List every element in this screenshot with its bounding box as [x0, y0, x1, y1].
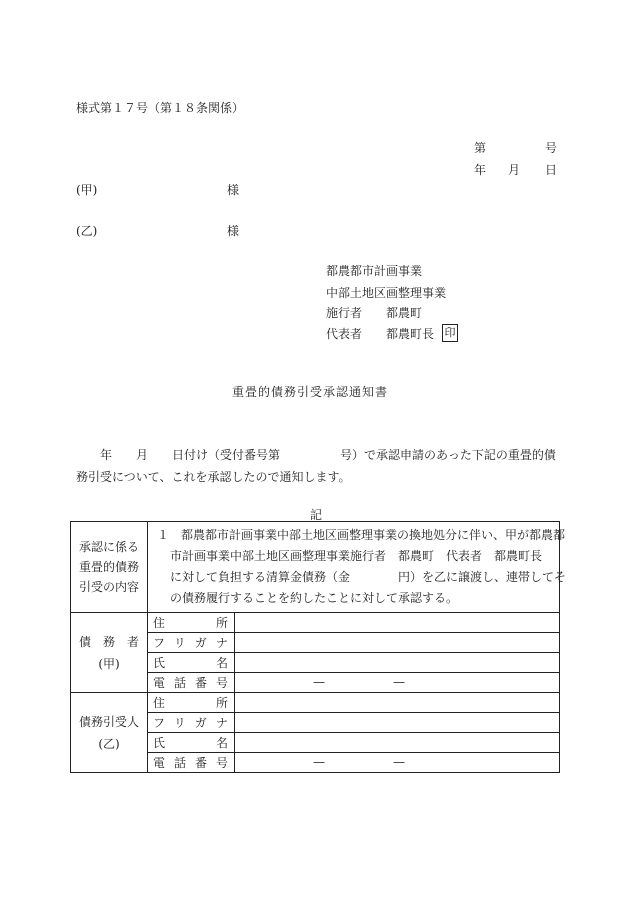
notice-body-line: 務引受について、これを承認したので通知します。 — [76, 470, 351, 484]
debtor-furigana-field[interactable] — [235, 633, 560, 653]
content-header-line: 引受の内容 — [78, 580, 139, 594]
notice-body-line: 年 月 日付け（受付番号第 号）で承認申請のあった下記の重畳的債 — [76, 448, 556, 462]
content-line: の債務履行することを約したことに対して承認する。 — [170, 591, 459, 605]
date-month-label: 月 — [508, 163, 521, 177]
representative-value: 都農町長 — [386, 327, 435, 341]
debtor-sub: (甲) — [98, 656, 120, 671]
debtor-name-label: 氏名 — [148, 653, 235, 673]
assignee-name-field[interactable] — [235, 733, 560, 753]
form-number: 様式第１７号（第１８条関係） — [76, 101, 245, 115]
assignee-name-label: 氏名 — [148, 733, 235, 753]
implementer-label: 施行者 — [326, 306, 363, 320]
content-line: １ 都農都市計画事業中部土地区画整理事業の換地処分に伴い、甲が都農都 — [157, 528, 566, 542]
assignee-address-label: 住所 — [148, 693, 235, 713]
ki-heading: 記 — [310, 508, 323, 522]
debtor-header — [71, 613, 148, 693]
content-line: 市計画事業中部土地区画整理事業施行者 都農町 代表者 都農町長 — [170, 549, 543, 563]
debtor-address-label: 住所 — [148, 613, 235, 633]
debtor-phone-field[interactable] — [235, 673, 560, 693]
assignee-address-field[interactable] — [235, 693, 560, 713]
assignee-label: 債務引受人 — [78, 714, 139, 729]
date-day-label: 日 — [545, 163, 558, 177]
representative-label: 代表者 — [326, 327, 363, 341]
addressee-a-label: (甲) — [76, 183, 98, 197]
notice-body — [76, 444, 562, 488]
assignee-furigana-field[interactable] — [235, 713, 560, 733]
implementer-value: 都農町 — [386, 306, 423, 320]
content-header-line: 承認に係る — [78, 540, 139, 554]
phone-dash: — — [393, 755, 405, 769]
seal-stamp: 印 — [442, 324, 458, 342]
document-number-prefix: 第 — [474, 141, 487, 155]
assignee-furigana-label: フリガナ — [148, 713, 235, 733]
phone-dash: — — [313, 755, 325, 769]
assignee-sub: (乙) — [98, 736, 120, 751]
addressee-b-label: (乙) — [76, 224, 98, 238]
content-line: に対して負担する清算金債務（金 円）を乙に譲渡し、連帯してそ — [170, 570, 567, 584]
addressee-b-honorific: 様 — [227, 224, 240, 238]
date-year-label: 年 — [474, 163, 487, 177]
assignee-phone-label: 電話番号 — [148, 753, 235, 773]
debtor-address-field[interactable] — [235, 613, 560, 633]
debtor-name-field[interactable] — [235, 653, 560, 673]
debtor-phone-label: 電話番号 — [148, 673, 235, 693]
assignee-header — [71, 693, 148, 773]
content-cell — [148, 522, 567, 613]
approval-table — [70, 521, 567, 773]
phone-dash: — — [313, 675, 325, 689]
document-title: 重畳的債務引受承認通知書 — [232, 385, 389, 399]
issuer-project-sub: 中部土地区画整理事業 — [326, 286, 447, 300]
assignee-phone-field[interactable] — [235, 753, 560, 773]
content-header-line: 重畳的債務 — [78, 560, 139, 574]
document-number-suffix: 号 — [545, 141, 558, 155]
addressee-a-honorific: 様 — [227, 183, 240, 197]
phone-dash: — — [393, 675, 405, 689]
content-header — [71, 522, 148, 613]
issuer-project-name: 都農都市計画事業 — [326, 264, 423, 278]
debtor-label: 債 務 者 — [78, 634, 139, 649]
debtor-furigana-label: フリガナ — [148, 633, 235, 653]
